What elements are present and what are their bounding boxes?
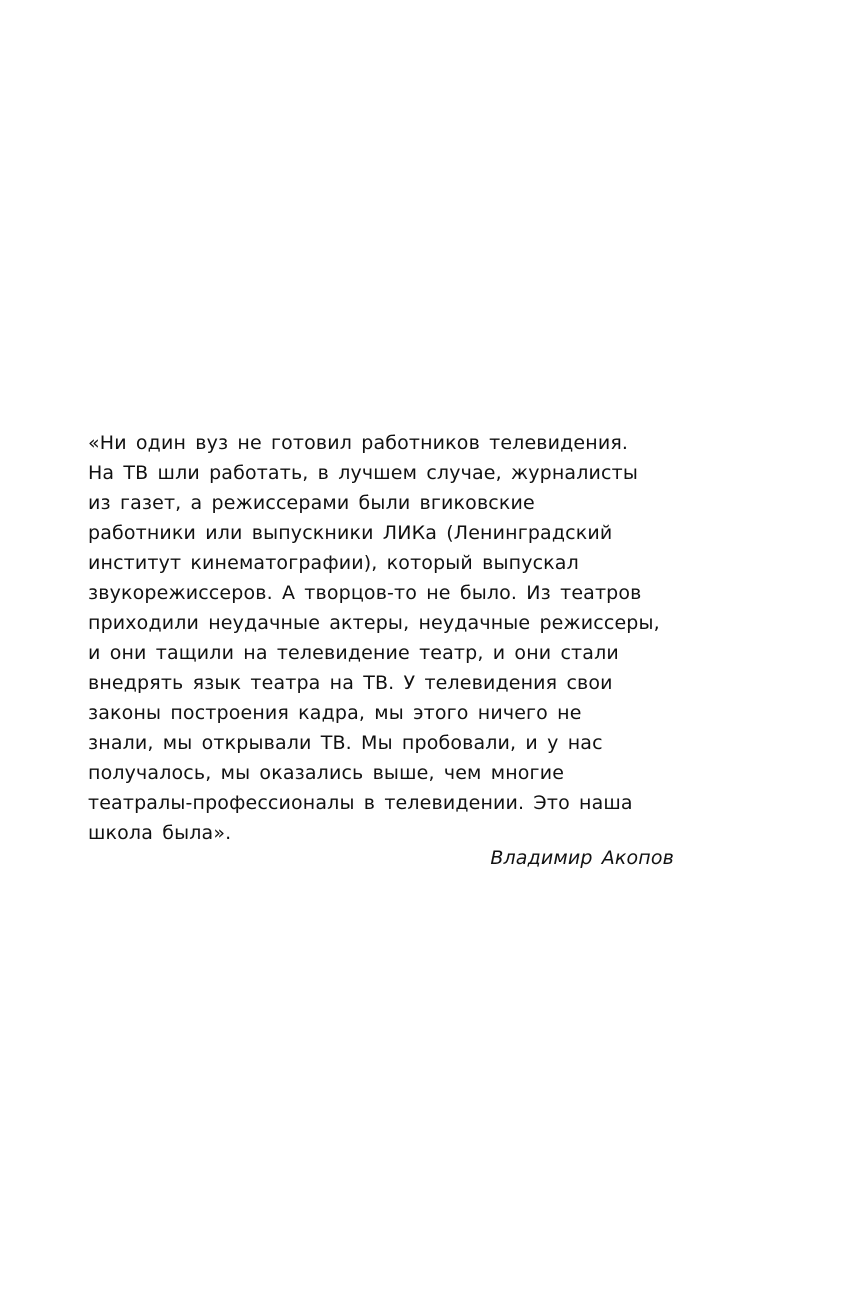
quote-line: законы построения кадра, мы этого ничего не [88,702,582,724]
quote-line: институт кинематографии), который выпускал [88,552,579,574]
quote-line: знали, мы открывали ТВ. Мы пробовали, и у нас [88,732,603,754]
quote-line: работники или выпускники ЛИКа (Ленинградский [88,522,613,544]
quote-line: звукорежиссеров. А творцов-то не было. Из театров [88,582,642,604]
quote-line: театралы-профессионалы в телевидении. Это наша [88,792,633,814]
quote-line: получалось, мы оказались выше, чем многие [88,762,565,784]
quote-line: «Ни один вуз не готовил работников телевидения. [88,432,629,454]
quote-block [88,428,688,848]
quote-author: Владимир Акопов [490,847,674,869]
quote-line: из газет, а режиссерами были вгиковские [88,492,535,514]
quote-line: На ТВ шли работать, в лучшем случае, журналисты [88,462,638,484]
quote-line: и они тащили на телевидение театр, и они стали [88,642,619,664]
quote-line: внедрять язык театра на ТВ. У телевидения свои [88,672,613,694]
quote-line: школа была». [88,822,232,844]
quote-line: приходили неудачные актеры, неудачные режиссеры, [88,612,660,634]
